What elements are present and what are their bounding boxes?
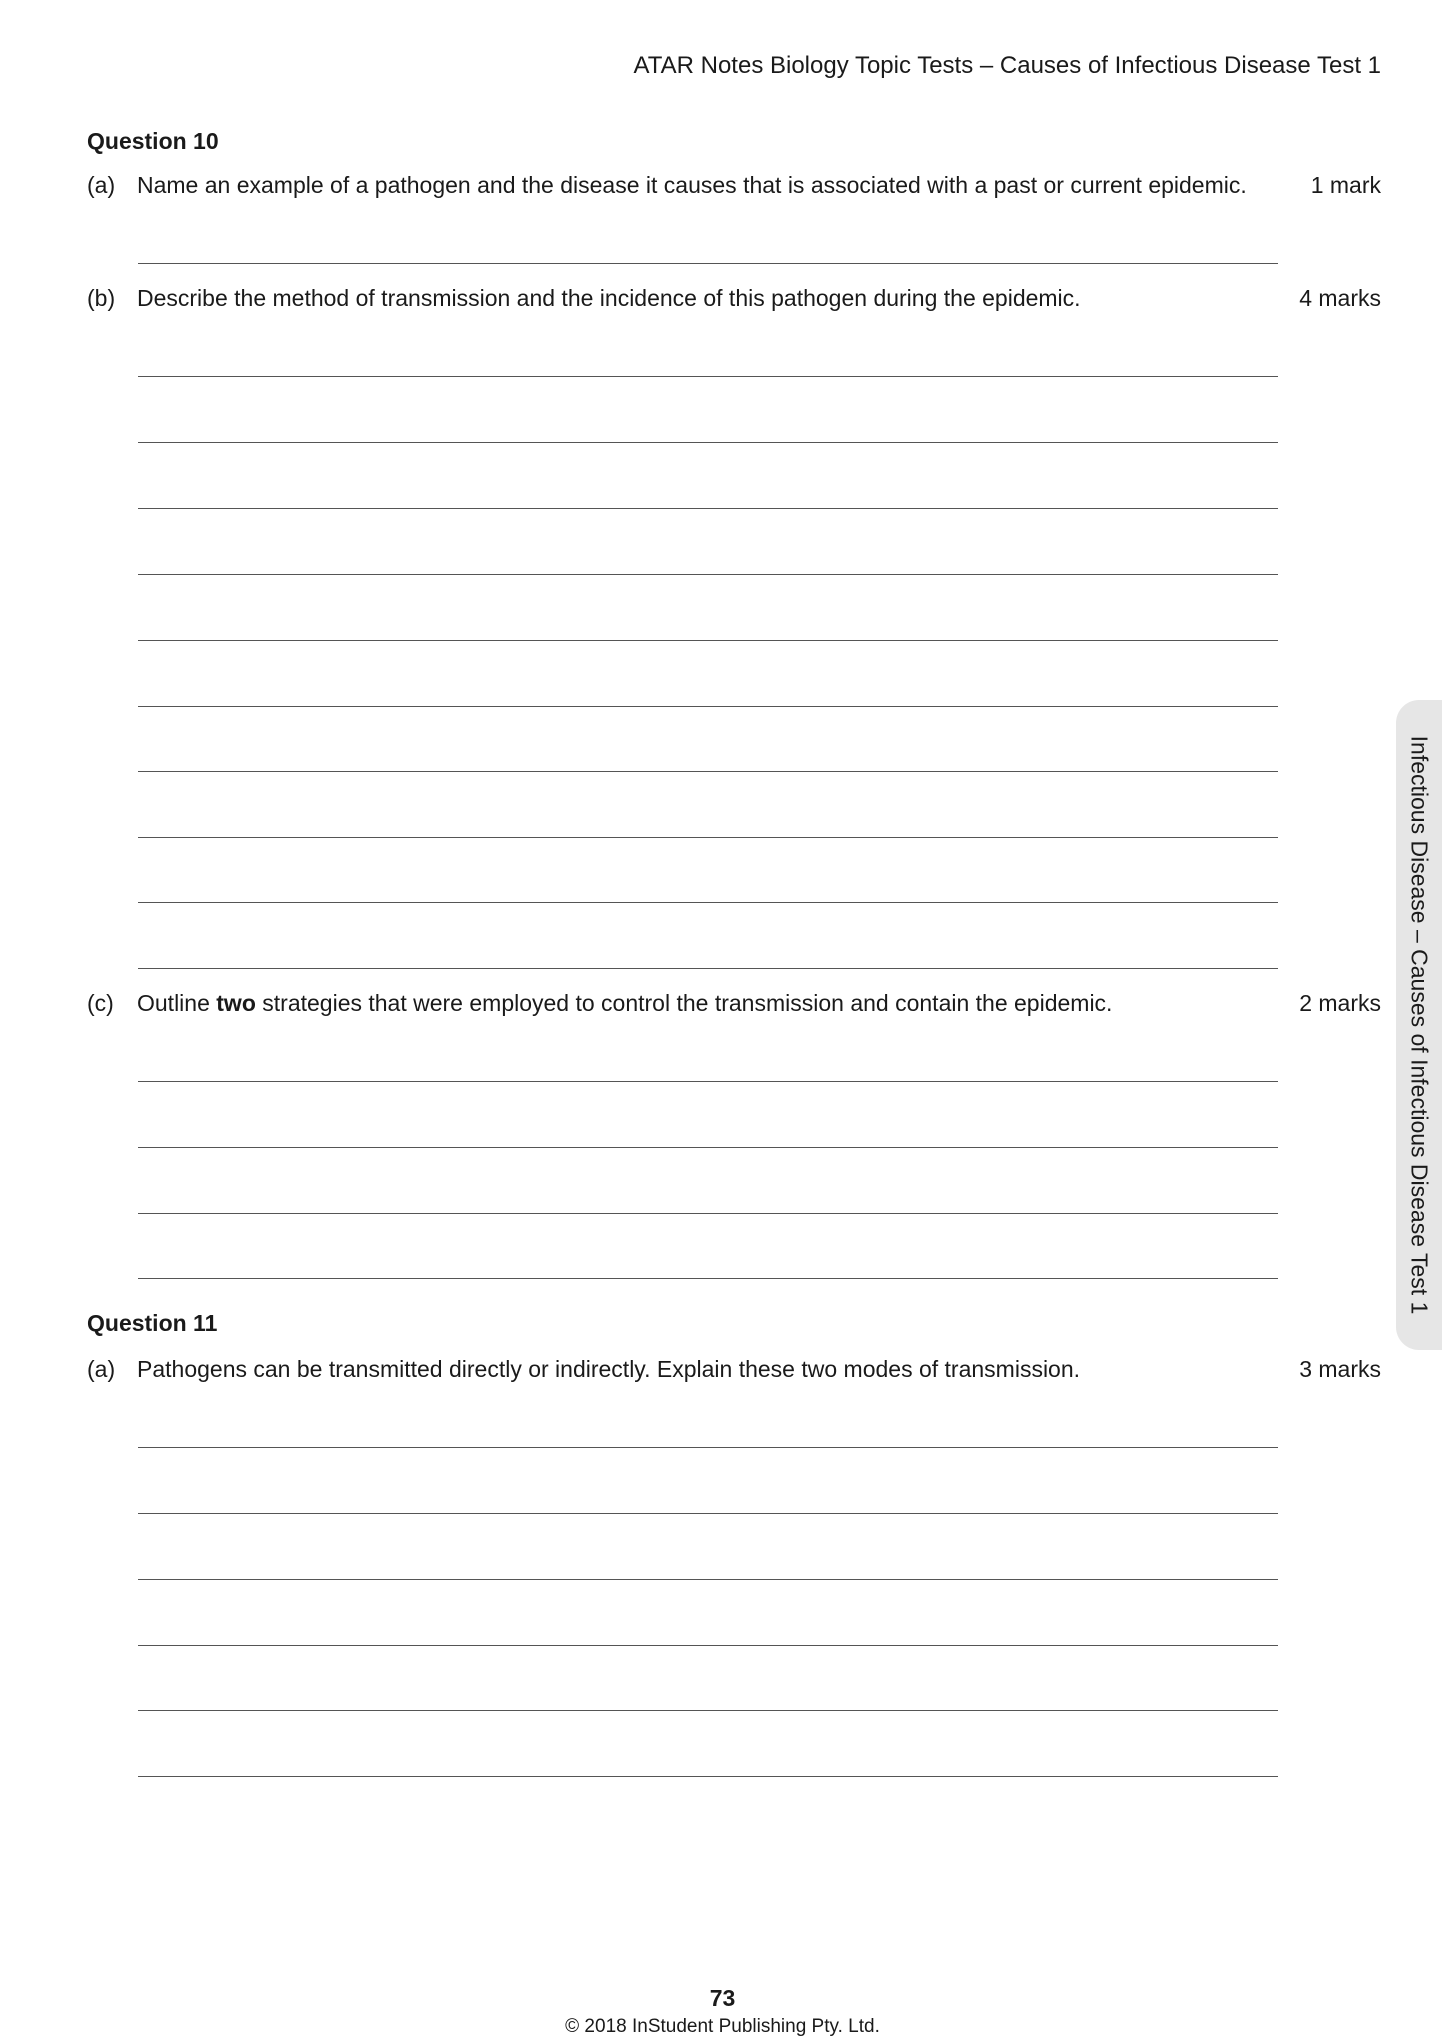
answer-line[interactable]	[138, 1513, 1278, 1514]
question-11-title: Question 11	[87, 1310, 218, 1336]
part-text: Describe the method of transmission and the incidence of this pathogen during the epidemic.	[137, 285, 1081, 311]
part-text: Pathogens can be transmitted directly or indirectly. Explain these two modes of transmission.	[137, 1356, 1081, 1382]
marks-label: 1 mark	[1310, 172, 1381, 198]
question-10c	[87, 986, 1381, 1020]
part-text: Name an example of a pathogen and the disease it causes that is associated with a past or current epidemic.	[137, 172, 1247, 198]
part-label: (a)	[87, 172, 116, 198]
answer-line[interactable]	[138, 1278, 1278, 1279]
answer-line[interactable]	[138, 968, 1278, 969]
emphasis-text: two	[216, 990, 256, 1016]
text-after: strategies that were employed to control the transmission and contain the epidemic.	[255, 990, 1113, 1016]
answer-line[interactable]	[138, 902, 1278, 903]
marks-label: 2 marks	[1299, 990, 1381, 1016]
answer-line[interactable]	[138, 706, 1278, 707]
part-label: (a)	[87, 1356, 116, 1382]
part-text	[137, 986, 1112, 1020]
marks-label: 4 marks	[1299, 285, 1381, 311]
answer-line[interactable]	[138, 1147, 1278, 1148]
answer-line[interactable]	[138, 574, 1278, 575]
running-header: ATAR Notes Biology Topic Tests – Causes of Infectious Disease Test 1	[633, 52, 1381, 79]
text-before: Outline	[137, 990, 217, 1016]
copyright-notice: © 2018 InStudent Publishing Pty. Ltd.	[565, 2016, 880, 2037]
marks-label: 3 marks	[1299, 1356, 1381, 1382]
answer-line[interactable]	[138, 1776, 1278, 1777]
part-label: (c)	[87, 990, 114, 1016]
page-number: 73	[709, 1985, 736, 2011]
answer-line[interactable]	[138, 508, 1278, 509]
answer-line[interactable]	[138, 263, 1278, 264]
question-10a	[87, 168, 1381, 202]
question-11a	[87, 1352, 1381, 1386]
answer-line[interactable]	[138, 837, 1278, 838]
question-10-title: Question 10	[87, 128, 219, 154]
question-10b	[87, 281, 1381, 315]
answer-line[interactable]	[138, 771, 1278, 772]
section-side-tab	[1396, 700, 1442, 1350]
answer-line[interactable]	[138, 1645, 1278, 1646]
part-label: (b)	[87, 285, 116, 311]
answer-line[interactable]	[138, 442, 1278, 443]
answer-line[interactable]	[138, 376, 1278, 377]
side-tab-text: Infectious Disease – Causes of Infectious Disease Test 1	[1406, 735, 1433, 1315]
answer-line[interactable]	[138, 1213, 1278, 1214]
answer-line[interactable]	[138, 640, 1278, 641]
answer-line[interactable]	[138, 1447, 1278, 1448]
answer-line[interactable]	[138, 1081, 1278, 1082]
answer-line[interactable]	[138, 1710, 1278, 1711]
answer-line[interactable]	[138, 1579, 1278, 1580]
